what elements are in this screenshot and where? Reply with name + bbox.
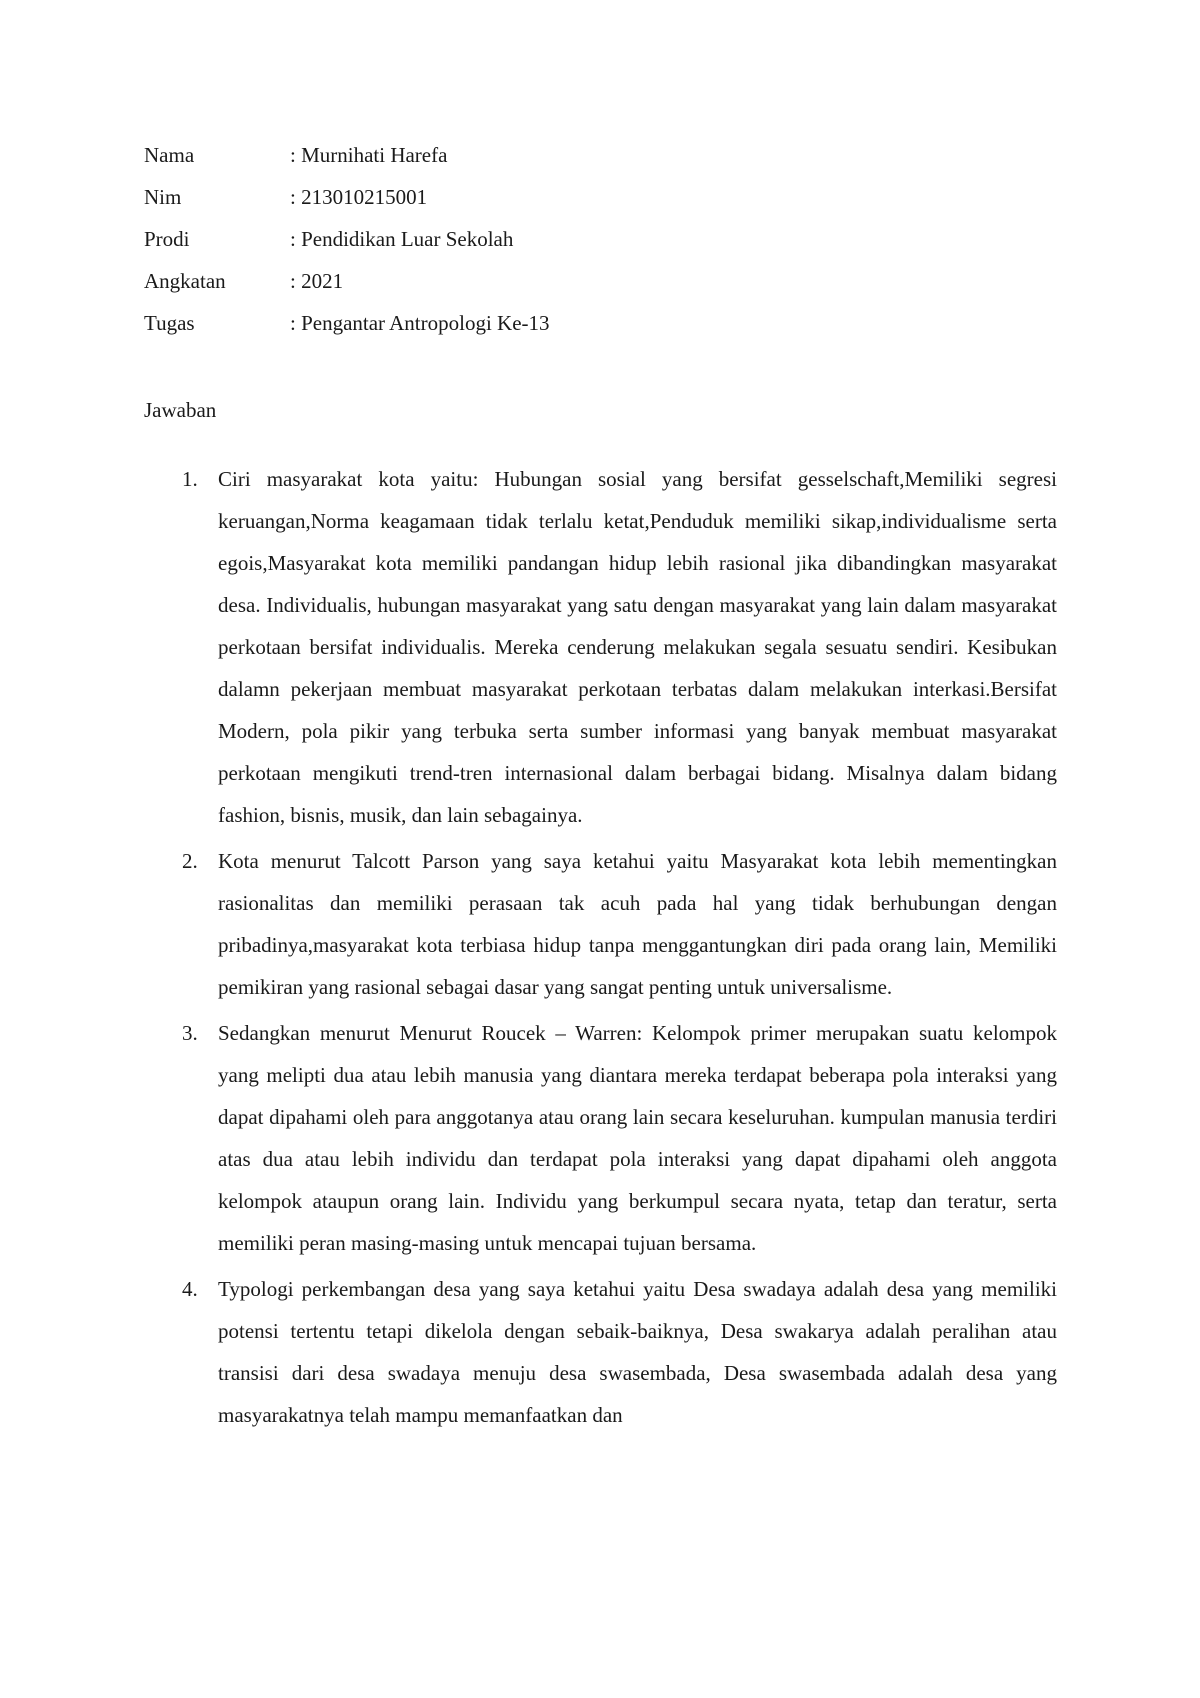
info-row-angkatan [144,269,550,311]
item-text: Typologi perkembangan desa yang saya ketahui yaitu Desa swadaya adalah desa yang memiliki potensi tertentu tetapi dikelola dengan sebaik-baiknya, Desa swakarya adalah peralihan atau transisi dari desa swadaya menuju desa swasembada, Desa swasembada adalah desa yang masyarakatnya telah mampu memanfaatkan dan [218,1277,1057,1427]
info-value: : Pendidikan Luar Sekolah [290,227,514,251]
student-info [144,143,550,353]
answers-heading: Jawaban [144,398,217,422]
list-item [144,840,1057,1008]
info-label: Angkatan [144,269,226,293]
item-number: 3. [182,1021,198,1045]
info-row-tugas [144,311,550,353]
list-item [144,1012,1057,1264]
info-value: : Pengantar Antropologi Ke-13 [290,311,550,335]
info-label: Nim [144,185,182,209]
item-text: Sedangkan menurut Menurut Roucek – Warren: Kelompok primer merupakan suatu kelompok yang melipti dua atau lebih manusia yang diantara mereka terdapat beberapa pola interaksi yang dapat dipahami oleh para anggotanya atau orang lain secara keseluruhan. kumpulan manusia terdiri atas dua atau lebih individu dan terdapat pola interaksi yang dapat dipahami oleh anggota kelompok ataupun orang lain. Individu yang berkumpul secara nyata, tetap dan teratur, serta memiliki peran masing-masing untuk mencapai tujuan bersama. [218,1021,1057,1255]
item-number: 4. [182,1277,198,1301]
info-label: Prodi [144,227,190,251]
item-text: Kota menurut Talcott Parson yang saya ketahui yaitu Masyarakat kota lebih mementingkan rasionalitas dan memiliki perasaan tak acuh pada hal yang tidak berhubungan dengan pribadinya,masyarakat kota terbiasa hidup tanpa menggantungkan diri pada orang lain, Memiliki pemikiran yang rasional sebagai dasar yang sangat penting untuk universalisme. [218,849,1057,999]
info-label: Nama [144,143,195,167]
info-value: : 213010215001 [290,185,428,209]
info-label: Tugas [144,311,195,335]
info-row-prodi [144,227,550,269]
item-number: 2. [182,849,198,873]
answers-list [144,458,1057,1440]
item-text: Ciri masyarakat kota yaitu: Hubungan sosial yang bersifat gesselschaft,Memiliki segresi keruangan,Norma keagamaan tidak terlalu ketat,Penduduk memiliki sikap,individualisme serta egois,Masyarakat kota memiliki pandangan hidup lebih rasional jika dibandingkan masyarakat desa. Individualis, hubungan masyarakat yang satu dengan masyarakat yang lain dalam masyarakat perkotaan bersifat individualis. Mereka cenderung melakukan segala sesuatu sendiri. Kesibukan dalamn pekerjaan membuat masyarakat perkotaan terbatas dalam melakukan interkasi.Bersifat Modern, pola pikir yang terbuka serta sumber informasi yang banyak membuat masyarakat perkotaan mengikuti trend-tren internasional dalam berbagai bidang. Misalnya dalam bidang fashion, bisnis, musik, dan lain sebagainya. [218,467,1057,827]
info-value: : 2021 [290,269,344,293]
item-number: 1. [182,467,198,491]
info-value: : Murnihati Harefa [290,143,448,167]
info-row-nim [144,185,550,227]
list-item [144,458,1057,836]
info-row-nama [144,143,550,185]
list-item [144,1268,1057,1436]
